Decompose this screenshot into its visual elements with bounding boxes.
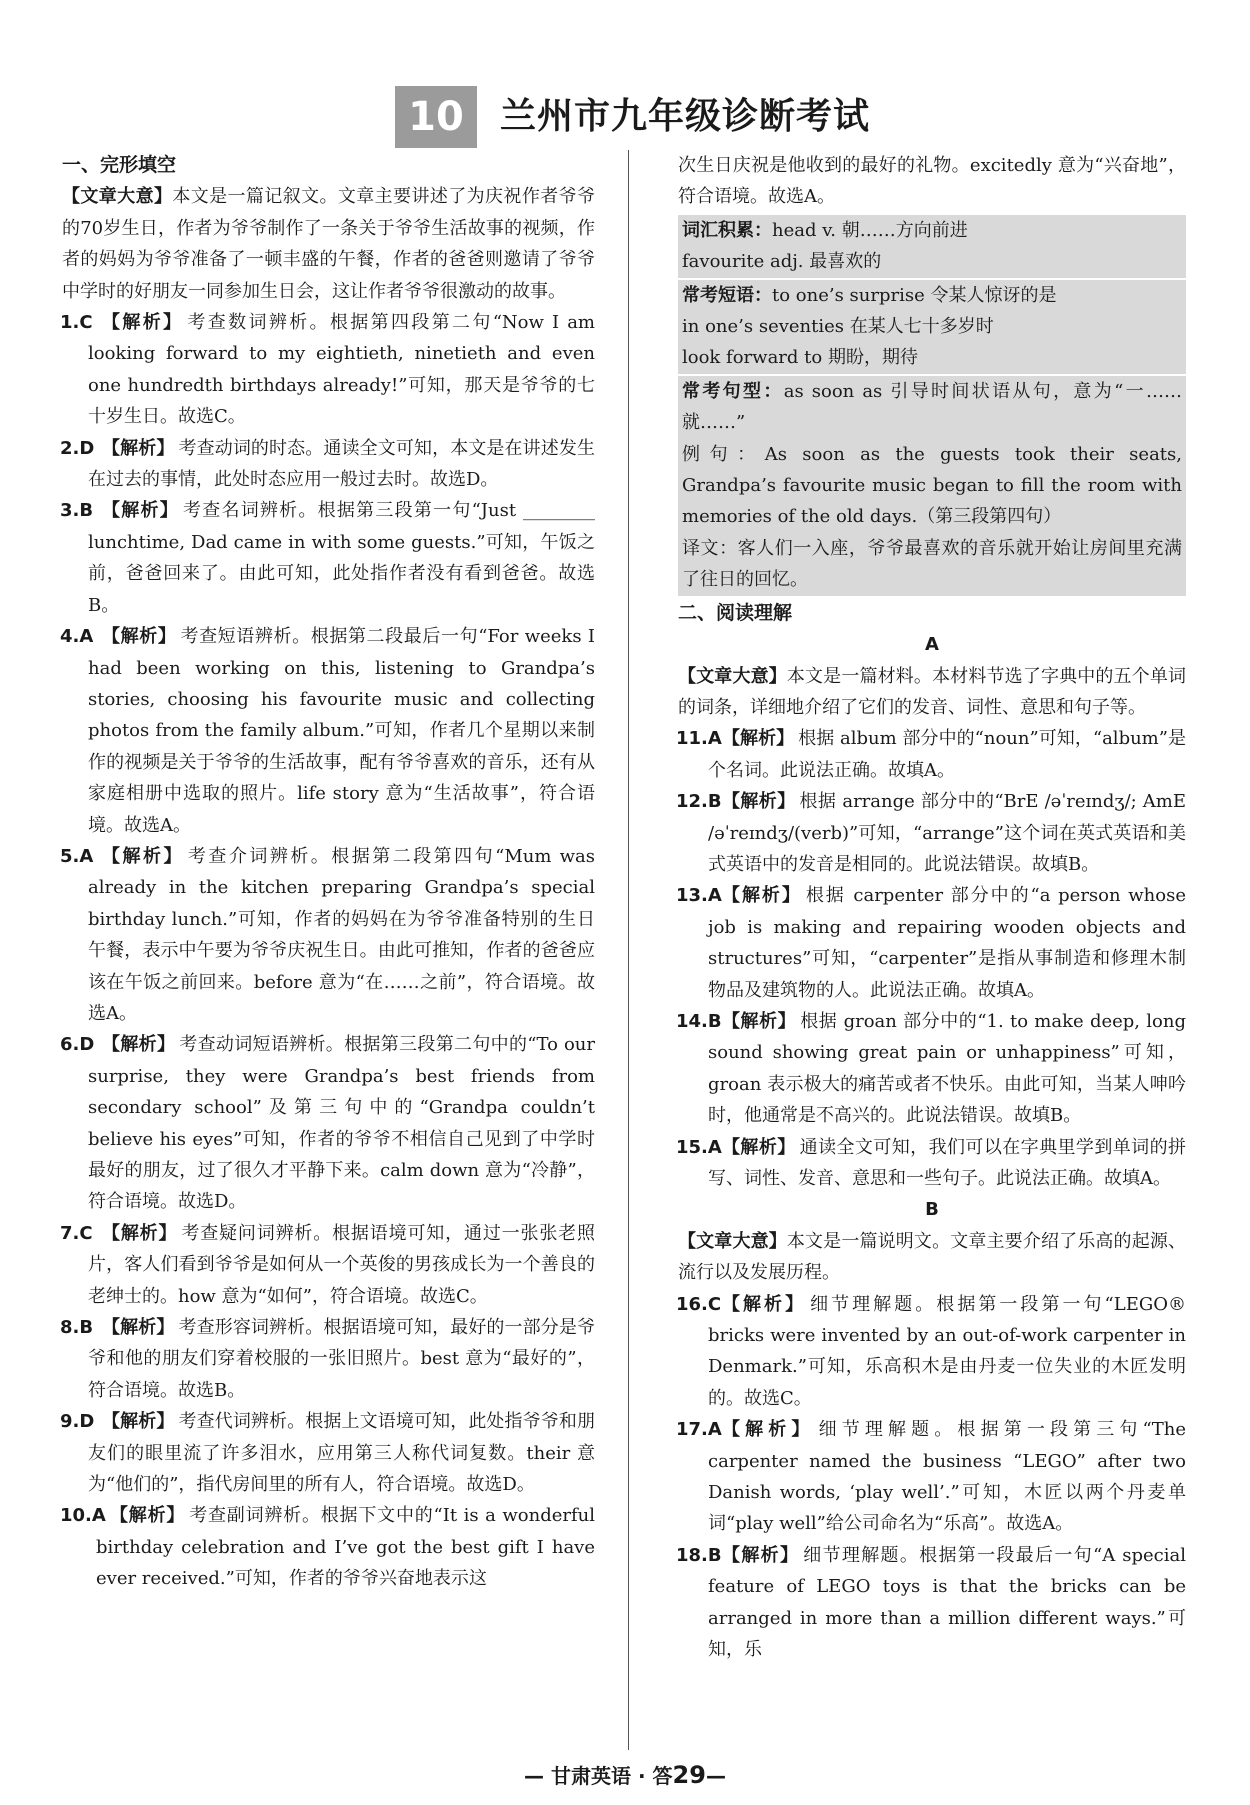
answer-item-18 xyxy=(678,1540,1186,1666)
example-sentence: 例句：As soon as the guests took their seats, Grandpa’s favourite music began to fill the room with memories of the old days.（第三段第四句） xyxy=(682,443,1182,528)
passage-label-b: B xyxy=(925,1199,939,1221)
answer-item-14 xyxy=(678,1006,1186,1132)
analysis-text: 根据 arrange 部分中的“BrE /əˈreɪndʒ/; AmE /əˈreɪndʒ/(verb)”可知，“arrange”这个词在英式英语和美式英语中的发音是相同的。此说法错误。故填B。 xyxy=(708,791,1187,875)
answer-item-1 xyxy=(62,307,595,433)
vocab-tag: 词汇积累： xyxy=(682,219,772,241)
answer-item-5 xyxy=(62,841,595,1029)
analysis-tag: 【解析】 xyxy=(102,437,175,459)
analysis-tag: 【解析】 xyxy=(102,1411,175,1433)
analysis-text: 细节理解题。根据第一段第三句“The carpenter named the business “LEGO” after two Danish words, ‘play well’.”可知，木匠以两个丹麦单词“play well”给公司命名为“乐高”。故选A。 xyxy=(708,1419,1187,1535)
answer-number: 2.D xyxy=(60,437,95,459)
analysis-text: 考查动词短语辨析。根据第三段第二句中的“To our surprise, they were Grandpa’s best friends from secondary school”及第三句中的“Grandpa couldn’t believe his eyes”可知，作者的爷爷不相信自己见到了中学时最好的朋友，过了很久才平静下来。calm down 意为“冷静”，符合语境。故选D。 xyxy=(88,1034,595,1213)
section-heading-cloze: 一、完形填空 xyxy=(62,154,177,176)
answer-number: 12.B xyxy=(676,791,722,813)
cloze-summary xyxy=(62,181,595,307)
phrase-box xyxy=(678,280,1186,374)
analysis-tag: 【解析】 xyxy=(722,1136,796,1158)
analysis-tag: 【解析】 xyxy=(102,1034,176,1056)
page-header xyxy=(0,78,1250,148)
analysis-text: 考查短语辨析。根据第二段最后一句“For weeks I had been working on this, listening to Grandpa’s stories, choosing his favourite music and collecting photos from the family album.”可知，作者几个星期以来制作的视频是关于爷爷的生活故事，配有爷爷喜欢的音乐，还有从家庭相册中选取的照片。life story 意为“生活故事”，符合语境。故选A。 xyxy=(88,626,596,836)
answer-item-7 xyxy=(62,1218,595,1312)
analysis-tag: 【解析】 xyxy=(102,1317,175,1339)
answer-number: 6.D xyxy=(60,1034,95,1056)
answer-item-6 xyxy=(62,1029,595,1217)
answer-item-12 xyxy=(678,786,1186,880)
section-heading-reading: 二、阅读理解 xyxy=(678,601,793,624)
left-column xyxy=(62,150,595,1595)
passage-label-a: A xyxy=(925,634,939,656)
answer-number: 7.C xyxy=(60,1222,93,1244)
analysis-tag: 【解析】 xyxy=(722,1293,807,1315)
answer-item-17 xyxy=(678,1414,1186,1540)
answer-number: 10.A xyxy=(60,1505,106,1527)
analysis-text: 考查数词辨析。根据第四段第二句“Now I am looking forward to my eightieth, ninetieth and even one hundredth birthdays already!”可知，那天是爷爷的七十岁生日。故选C。 xyxy=(88,312,595,428)
answer-number: 15.A xyxy=(676,1136,722,1158)
analysis-text: 细节理解题。根据第一段最后一句“A special feature of LEGO toys is that the bricks can be arranged in more than a million different ways.”可知，乐 xyxy=(708,1544,1186,1661)
analysis-text: 考查动词的时态。通读全文可知，本文是在讲述发生在过去的事情，此处时态应用一般过去时。故选D。 xyxy=(88,437,596,491)
answer-number: 5.A xyxy=(60,845,94,867)
example-translation: 译文：客人们一入座，爷爷最喜欢的音乐就开始让房间里充满了往日的回忆。 xyxy=(682,537,1182,591)
summary-text: 本文是一篇记叙文。文章主要讲述了为庆祝作者爷爷的70岁生日，作者为爷爷制作了一条关于爷爷生活故事的视频，作者的妈妈为爷爷准备了一顿丰盛的午餐，作者的爸爸则邀请了爷爷中学时的好朋友一同参加生日会，这让作者爷爷很激动的故事。 xyxy=(62,186,595,302)
phrase-item: look forward to 期盼，期待 xyxy=(682,347,918,369)
phrase-item: to one’s surprise 令某人惊讶的是 xyxy=(772,284,1057,306)
answer-number: 13.A xyxy=(676,885,722,907)
continued-text: 次生日庆祝是他收到的最好的礼物。excitedly 意为“兴奋地”，符合语境。故选A。 xyxy=(678,155,1186,208)
answer-item-13 xyxy=(678,880,1186,1006)
analysis-text: 根据 groan 部分中的“1. to make deep, long sound showing great pain or unhappiness”可知，groan 表示极大的痛苦或者不快乐。由此可知，当某人呻吟时，他通常是不高兴的。此说法错误。故填B。 xyxy=(708,1010,1186,1127)
summary-b xyxy=(678,1226,1186,1289)
page-title: 兰州市九年级诊断考试 xyxy=(500,96,871,137)
answer-item-2 xyxy=(62,433,595,496)
phrase-tag: 常考短语： xyxy=(682,284,772,306)
answer-item-10 xyxy=(62,1500,595,1594)
footer-label: — 甘肃英语 · 答 xyxy=(524,1764,673,1788)
summary-tag: 【文章大意】 xyxy=(678,1230,787,1252)
page-footer xyxy=(0,1760,1250,1789)
vocab-item: favourite adj. 最喜欢的 xyxy=(682,251,882,273)
answer-item-11 xyxy=(678,723,1186,786)
analysis-tag: 【解析】 xyxy=(722,728,795,750)
answer-number: 8.B xyxy=(60,1317,94,1339)
answer-item-9 xyxy=(62,1406,595,1500)
analysis-text: 考查副词辨析。根据下文中的“It is a wonderful birthday celebration and I’ve got the best gift I have ever received.”可知，作者的爷爷兴奋地表示这 xyxy=(96,1505,595,1590)
answer-item-4 xyxy=(62,621,595,841)
analysis-tag: 【解析】 xyxy=(722,791,796,813)
analysis-tag: 【解析】 xyxy=(110,1505,186,1527)
analysis-text: 考查代词辨析。根据上文语境可知，此处指爷爷和朋友们的眼里流了许多泪水，应用第三人称代词复数。their 意为“他们的”，指代房间里的所有人，符合语境。故选D。 xyxy=(88,1411,596,1496)
analysis-text: 考查名词辨析。根据第三段第一句“Just ________ lunchtime, Dad came in with some guests.”可知，午饭之前，爸爸回来了。由此可知，此处指作者没有看到爸爸。故选B。 xyxy=(88,500,596,616)
vocab-box xyxy=(678,215,1186,278)
analysis-text: 根据 carpenter 部分中的“a person whose job is making and repairing wooden objects and structures”可知，“carpenter”是指从事制造和修理木制物品及建筑物的人。此说法正确。故填A。 xyxy=(708,885,1186,1001)
analysis-tag: 【解析】 xyxy=(102,626,177,648)
summary-tag: 【文章大意】 xyxy=(62,186,173,208)
analysis-tag: 【解析】 xyxy=(722,885,802,907)
answer-item-15 xyxy=(678,1132,1186,1195)
footer-dash: — xyxy=(705,1764,726,1788)
analysis-text: 细节理解题。根据第一段第一句“LEGO® bricks were invented by an out-of-work carpenter in Denmark.”可知，乐高积木是由丹麦一位失业的木匠发明的。故选C。 xyxy=(708,1293,1186,1409)
summary-tag: 【文章大意】 xyxy=(678,665,787,687)
pattern-text: as soon as 引导时间状语从句，意为“一……就……” xyxy=(682,380,1183,434)
answer-number: 17.A xyxy=(676,1419,722,1441)
pattern-tag: 常考句型： xyxy=(682,380,784,402)
analysis-tag: 【解析】 xyxy=(102,312,184,334)
answer-number: 11.A xyxy=(676,728,722,750)
summary-a xyxy=(678,661,1186,724)
page-number: 29 xyxy=(672,1761,706,1789)
summary-text: 本文是一篇材料。本材料节选了字典中的五个单词的词条，详细地介绍了它们的发音、词性、意思和句子等。 xyxy=(678,665,1186,718)
answer-number: 9.D xyxy=(60,1411,95,1433)
phrase-item: in one’s seventies 在某人七十多岁时 xyxy=(682,316,994,338)
analysis-tag: 【解析】 xyxy=(722,1419,815,1441)
answer-number: 4.A xyxy=(60,626,94,648)
vocab-item: head v. 朝……方向前进 xyxy=(772,219,968,241)
answer-item-8 xyxy=(62,1312,595,1406)
analysis-tag: 【解析】 xyxy=(102,1222,178,1244)
answer-number: 18.B xyxy=(676,1544,722,1566)
answer-number: 14.B xyxy=(676,1010,722,1032)
analysis-tag: 【解析】 xyxy=(102,500,179,522)
answer-item-16 xyxy=(678,1289,1186,1415)
right-column xyxy=(678,150,1186,1666)
analysis-text: 考查形容词辨析。根据语境可知，最好的一部分是爷爷和他的朋友们穿着校服的一张旧照片。best 意为“最好的”，符合语境。故选B。 xyxy=(88,1317,596,1401)
analysis-text: 通读全文可知，我们可以在字典里学到单词的拼写、词性、发音、意思和一些句子。此说法正确。故填A。 xyxy=(708,1136,1187,1189)
exam-number-badge: 10 xyxy=(395,86,477,148)
analysis-tag: 【解析】 xyxy=(722,1010,797,1032)
pattern-box xyxy=(678,376,1186,596)
column-divider xyxy=(628,150,629,1750)
analysis-text: 考查疑问词辨析。根据语境可知，通过一张张老照片，客人们看到爷爷是如何从一个英俊的男孩成长为一个善良的老绅士的。how 意为“如何”，符合语境。故选C。 xyxy=(88,1222,596,1307)
analysis-tag: 【解析】 xyxy=(102,845,184,867)
answer-number: 16.C xyxy=(676,1293,722,1315)
answer-item-3 xyxy=(62,495,595,621)
answer-number: 3.B xyxy=(60,500,94,522)
summary-text: 本文是一篇说明文。文章主要介绍了乐高的起源、流行以及发展历程。 xyxy=(678,1230,1186,1284)
analysis-text: 根据 album 部分中的“noun”可知，“album”是个名词。此说法正确。故填A。 xyxy=(708,728,1186,781)
answer-number: 1.C xyxy=(60,312,93,334)
analysis-text: 考查介词辨析。根据第二段第四句“Mum was already in the kitchen preparing Grandpa’s special birthday lunch.”可知，作者的妈妈在为爷爷准备特别的生日午餐，表示中午要为爷爷庆祝生日。由此可推知，作者的爸爸应该在午饭之前回来。before 意为“在……之前”，符合语境。故选A。 xyxy=(88,845,595,1024)
analysis-tag: 【解析】 xyxy=(722,1544,800,1566)
